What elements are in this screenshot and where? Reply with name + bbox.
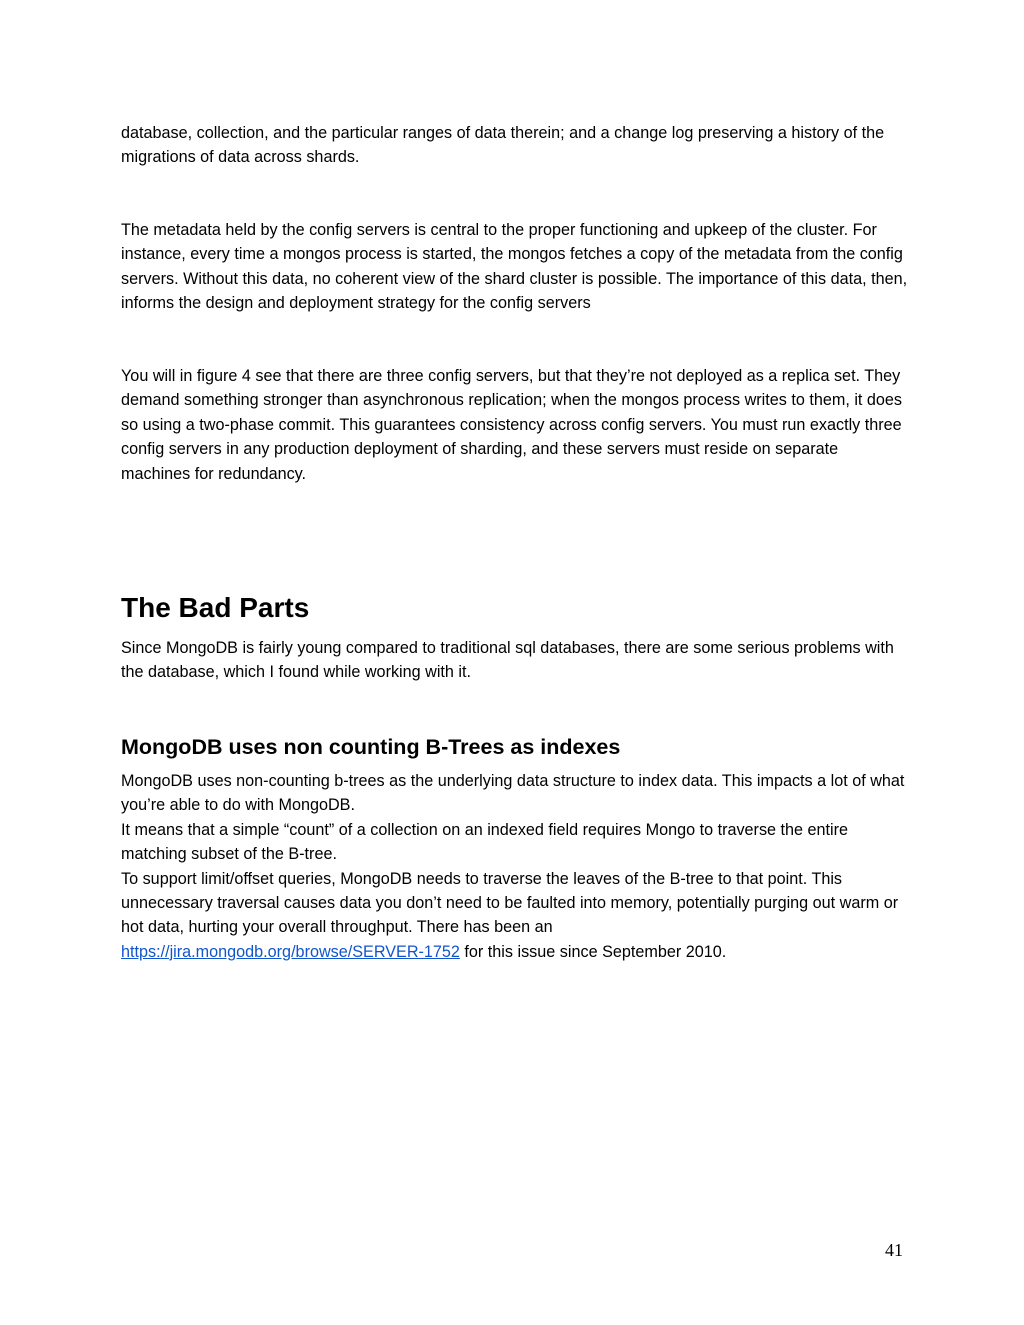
section-intro: Since MongoDB is fairly young compared to traditional sql databases, there are some serious problems with the database, which I found while working with it. — [121, 639, 894, 682]
jira-issue-link[interactable]: https://jira.mongodb.org/browse/SERVER-1752 — [121, 942, 460, 961]
section-heading: The Bad Parts — [121, 592, 310, 623]
paragraph-config-servers: You will in figure 4 see that there are three config servers, but that they’re not deployed as a replica set. They demand something stronger than asynchronous replication; when the mongos process writes to them, it does so using a two-phase commit. This guarantees consistency across config servers. You must run exactly three config servers in any production deployment of sharding, and these servers must reside on separate machines for redundancy. — [121, 367, 903, 483]
body-text-traversal: To support limit/offset queries, MongoDB needs to traverse the leaves of the B-tree to that point. This unnecessary traversal causes data you don’t need to be faulted into memory, potentially purging out warm or hot data, hurting your overall throughput. There has been an — [121, 869, 899, 937]
paragraph-shard-metadata: database, collection, and the particular ranges of data therein; and a change log preserving a history of the migrations of data across shards. — [121, 124, 885, 167]
page-number: 41 — [885, 1240, 903, 1260]
body-line-limit-offset — [121, 867, 911, 965]
body-text-since: for this issue since September 2010. — [459, 942, 727, 961]
paragraph-config-metadata: The metadata held by the config servers is central to the proper functioning and upkeep of the cluster. For instance, every time a mongos process is started, the mongos fetches a copy of the metadata from the config servers. Without this data, no coherent view of the shard cluster is possible. The importance of this data, then, informs the design and deployment strategy for the config servers — [121, 221, 908, 313]
body-line-btrees: MongoDB uses non-counting b-trees as the underlying data structure to index data. This impacts a lot of what you’re able to do with MongoDB. — [121, 772, 905, 815]
subsection-body — [121, 769, 911, 964]
subsection-heading: MongoDB uses non counting B-Trees as indexes — [121, 735, 621, 759]
body-line-count: It means that a simple “count” of a collection on an indexed field requires Mongo to traverse the entire matching subset of the B-tree. — [121, 820, 849, 864]
